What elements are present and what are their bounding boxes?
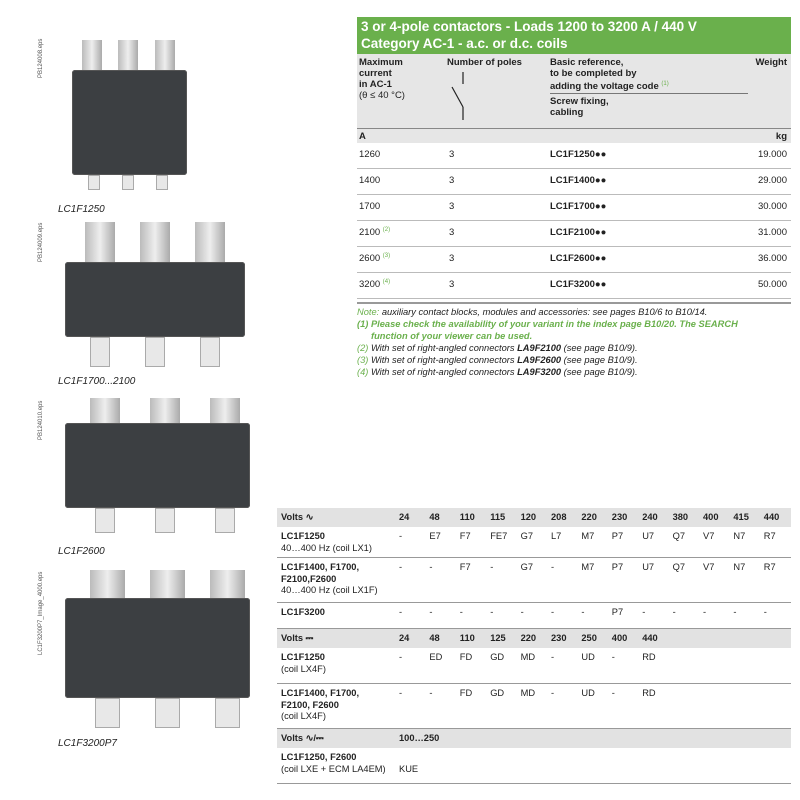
current-value: 1700 (359, 201, 381, 213)
voltage-code: - (551, 652, 555, 662)
product-label: LC1F1250, F2600 (coil LXE + ECM LA4EM) (281, 752, 386, 774)
table-row (277, 648, 791, 684)
image-caption: LC1F2600 (58, 546, 105, 557)
voltage-header: 120 (520, 512, 537, 522)
poles-value: 3 (449, 279, 455, 290)
weight-value: 50.000 (757, 279, 787, 290)
voltage-code: - (399, 562, 403, 572)
contactor-table (357, 17, 791, 299)
voltage-code: GD (490, 688, 505, 698)
current-value: 2100 $^{(2)}$ (359, 227, 391, 239)
table-header (357, 54, 791, 128)
voltage-header: 230 (551, 633, 567, 643)
weight-value: 29.000 (757, 175, 787, 186)
voltage-code: - (490, 562, 494, 572)
reference-value: LC1F1250●● (550, 149, 607, 160)
voltage-code: - (429, 688, 433, 698)
voltage-header: 125 (490, 633, 506, 643)
voltage-code: - (429, 562, 433, 572)
voltage-code: P7 (611, 531, 624, 541)
current-value: 2600 $^{(3)}$ (359, 253, 391, 265)
product-label: LC1F1250 40…400 Hz (coil LX1) (281, 531, 372, 553)
voltage-code: L7 (551, 531, 562, 541)
reference-value: LC1F2600●● (550, 253, 607, 264)
switch-pole-icon (449, 72, 469, 122)
voltage-header: 440 (763, 512, 780, 522)
table-row (277, 527, 791, 558)
header-reference: Basic reference, to be completed by adding the voltage code $^{(1)}$ (550, 57, 669, 93)
voltage-code: - (611, 688, 615, 698)
voltage-header: 440 (642, 633, 658, 643)
image-caption: LC1F1250 (58, 204, 105, 215)
voltage-header: 240 (642, 512, 658, 522)
product-label: LC1F3200 (281, 607, 325, 617)
current-value: 3200 $^{(4)}$ (359, 279, 391, 291)
voltage-code: N7 (733, 531, 746, 541)
poles-value: 3 (449, 253, 455, 264)
voltage-header: 48 (429, 633, 440, 643)
voltage-header: 400 (611, 633, 628, 643)
voltage-header: 208 (551, 512, 567, 522)
reference-value: LC1F1700●● (550, 201, 607, 212)
voltage-header: 48 (429, 512, 440, 522)
voltage-code: - (520, 607, 524, 617)
voltage-code: ED (429, 652, 443, 662)
voltage-code: F7 (459, 562, 471, 572)
voltage-code: F7 (459, 531, 471, 541)
voltage-header: 230 (611, 512, 628, 522)
voltage-code: R7 (763, 562, 776, 572)
weight-value: 19.000 (757, 149, 787, 160)
product-image-lc1f3200 (60, 570, 260, 730)
table-row (357, 273, 791, 299)
voltage-code: - (763, 607, 767, 617)
voltage-code: MD (520, 688, 536, 698)
voltage-code: - (429, 607, 433, 617)
voltage-header: 220 (520, 633, 537, 643)
voltage-code: - (551, 562, 555, 572)
poles-value: 3 (449, 227, 455, 238)
table-row (277, 748, 791, 784)
voltage-header: 415 (733, 512, 749, 522)
voltage-code: - (399, 607, 403, 617)
table-row (357, 221, 791, 247)
table-row (357, 143, 791, 169)
voltage-code: V7 (703, 531, 715, 541)
voltage-code: RD (642, 688, 656, 698)
voltage-header: 110 (459, 512, 475, 522)
voltage-code: Q7 (672, 562, 685, 572)
voltage-code: N7 (733, 562, 746, 572)
ac-table-header (277, 508, 791, 527)
reference-value: LC1F1400●● (550, 175, 607, 186)
file-label: PB124008.eps (38, 38, 44, 78)
current-value: 1260 (359, 149, 381, 161)
table-row (277, 558, 791, 603)
voltage-code-tables (277, 508, 791, 784)
voltage-code: - (672, 607, 676, 617)
voltage-header: 220 (581, 512, 597, 522)
product-label: LC1F1250 (coil LX4F) (281, 652, 326, 674)
voltage-header: 115 (490, 512, 506, 522)
current-value: 1400 (359, 175, 381, 187)
volts-label: Volts ∿/⎓ (281, 733, 324, 743)
voltage-header: 24 (399, 633, 410, 643)
header-fixing: Screw fixing, cabling (550, 96, 609, 118)
header-poles: Number of poles (447, 57, 522, 68)
voltage-code: - (459, 607, 463, 617)
product-image-lc1f2600 (60, 398, 260, 538)
voltage-code: U7 (642, 562, 655, 572)
header-weight: Weight (755, 57, 787, 68)
file-label: PB124010.eps (38, 400, 44, 440)
voltage-code: KUE (399, 764, 419, 774)
voltage-code: - (642, 607, 646, 617)
reference-value: LC1F2100●● (550, 227, 607, 238)
table-row (357, 169, 791, 195)
table-row (357, 195, 791, 221)
title-line: Category AC-1 - a.c. or d.c. coils (361, 36, 568, 51)
voltage-code: - (399, 652, 403, 662)
voltage-code: Q7 (672, 531, 685, 541)
voltage-code: FD (459, 688, 473, 698)
weight-value: 30.000 (757, 201, 787, 212)
voltage-code: FE7 (490, 531, 508, 541)
product-label: LC1F1400, F1700, F2100,F2600 40…400 Hz (coil LX1F) (281, 562, 378, 595)
voltage-header: 400 (703, 512, 719, 522)
voltage-code: V7 (703, 562, 715, 572)
voltage-code: - (703, 607, 707, 617)
voltage-code: RD (642, 652, 656, 662)
voltage-code: UD (581, 652, 595, 662)
acdc-table-header (277, 729, 791, 748)
product-label: LC1F1400, F1700, F2100, F2600 (coil LX4F) (281, 688, 360, 721)
voltage-header: 100…250 (399, 733, 440, 743)
weight-value: 36.000 (757, 253, 787, 264)
voltage-header: 380 (672, 512, 689, 522)
title-line: 3 or 4-pole contactors - Loads 1200 to 3200 A / 440 V (361, 19, 697, 34)
file-label: LC1F3200P7_Image_4000.eps (38, 571, 44, 655)
voltage-code: - (733, 607, 737, 617)
unit-weight: kg (775, 131, 787, 142)
product-image-lc1f1250 (60, 40, 200, 190)
notes: Note: auxiliary contact blocks, modules and accessories: see pages B10/6 to B10/14. (1) Please check the availability of your variant in the index page B10/20. The SEARCH function of your viewer can be used. (2) With set of right-angled connectors LA9F2100 (see page B10/9). (3) With set of right-angled connectors LA9F2600 (see page B10/9). (4) With set of right-angled connectors LA9F3200 (see page B10/9). (357, 302, 791, 378)
voltage-code: MD (520, 652, 536, 662)
voltage-code: P7 (611, 562, 624, 572)
unit-current: A (359, 131, 366, 142)
voltage-code: - (399, 531, 403, 541)
table-row (357, 247, 791, 273)
voltage-code: M7 (581, 531, 595, 541)
voltage-code: FD (459, 652, 473, 662)
table-row (277, 603, 791, 629)
volts-label: Volts ⎓ (281, 633, 314, 643)
voltage-code: - (551, 688, 555, 698)
weight-value: 31.000 (757, 227, 787, 238)
image-caption: LC1F1700...2100 (58, 376, 136, 387)
voltage-code: U7 (642, 531, 655, 541)
voltage-header: 250 (581, 633, 597, 643)
voltage-code: E7 (429, 531, 441, 541)
header-current: Maximum current in AC-1 (θ ≤ 40 °C) (359, 57, 405, 101)
volts-label: Volts ∿ (281, 512, 314, 522)
dc-table-header (277, 629, 791, 648)
voltage-code: - (399, 688, 403, 698)
voltage-code: - (581, 607, 585, 617)
table-row (277, 684, 791, 729)
file-label: PB124009.eps (38, 222, 44, 262)
poles-value: 3 (449, 149, 455, 160)
image-caption: LC1F3200P7 (58, 738, 117, 749)
voltage-header: 110 (459, 633, 475, 643)
reference-value: LC1F3200●● (550, 279, 607, 290)
poles-value: 3 (449, 175, 455, 186)
voltage-code: G7 (520, 562, 533, 572)
voltage-code: R7 (763, 531, 776, 541)
voltage-code: GD (490, 652, 505, 662)
product-image-lc1f1700 (60, 222, 260, 372)
table-title (357, 17, 791, 54)
voltage-code: - (490, 607, 494, 617)
voltage-code: - (551, 607, 555, 617)
voltage-code: - (611, 652, 615, 662)
voltage-code: M7 (581, 562, 595, 572)
voltage-code: UD (581, 688, 595, 698)
poles-value: 3 (449, 201, 455, 212)
voltage-code: P7 (611, 607, 624, 617)
voltage-code: G7 (520, 531, 533, 541)
voltage-header: 24 (399, 512, 410, 522)
unit-row (357, 128, 791, 143)
